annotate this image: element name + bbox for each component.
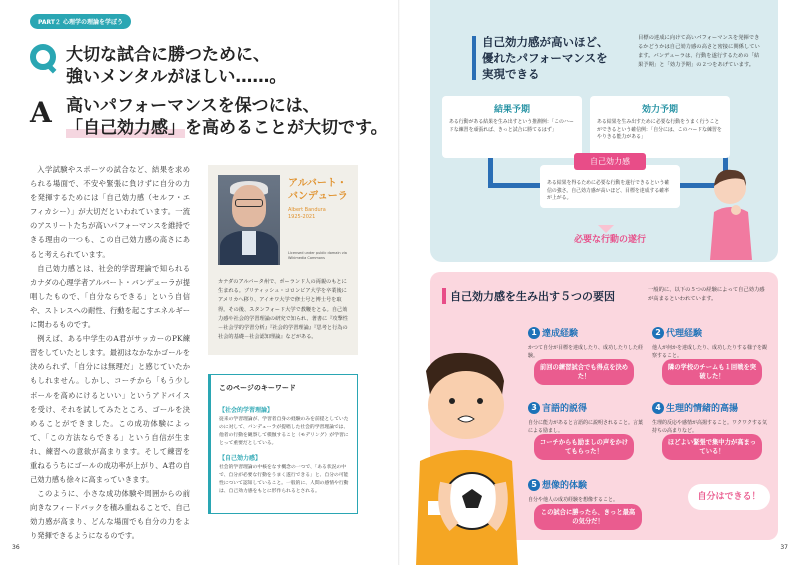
outcome-expectancy-body: ある行動がある結果を生み出すという推測例：「このハードな練習を頑張れば、きっと試合に勝てるはず」 <box>449 119 574 133</box>
paragraph: 入学試験やスポーツの試合など、結果を求められる場面で、不安や緊張に負けずに自分の力を発揮するためには「自己効力感（セルフ・エフィカシー）」が大切だといわれています。一流のアスリートたちが高いパフォーマンスを維持できる理由の一つも、この自己効力感の高さにあると考えられています。 <box>30 165 190 259</box>
soccer-boy-illustration <box>406 350 526 565</box>
page-number-left: 36 <box>12 544 20 551</box>
self-efficacy-body: ある結果を得るために必要な行動を遂行できるという確信の強さ。自己効力感が高いほど、目標を達成する確率が上がる。 <box>547 180 670 202</box>
outcome-expectancy-title: 結果予期 <box>493 105 530 115</box>
profile-box <box>208 165 358 355</box>
question-line-2: 強いメンタルがほしい……。 <box>66 67 287 87</box>
factor-1-speech-bubble: 前回の練習試合でも得点を決めた！ <box>534 359 634 385</box>
factor-3-speech-bubble: コーチからも励ましの声をかけてもらった！ <box>534 434 634 460</box>
part-tag: PART２ 心理学の理論を学ぼう <box>30 14 131 29</box>
keyword-desc: 従来の学習理論が、学習者自身の経験のみを前提としていたのに対して、バンデューラが提唱した社会的学習理論では、他者の行動を観察して模倣すること（モデリング）が学習にとって重要だとしている。 <box>219 417 349 446</box>
right-page <box>400 0 800 565</box>
diagram-description: 目標の達成に向けて高いパフォーマンスを発揮できるかどうかは自己効力感の高さと密接に関係しています。バンデューラは、行動を遂行するための「結果予期」と「効力予期」の２つをあげています。 <box>638 35 760 68</box>
factor-title: 達成経験 <box>542 329 579 339</box>
thinking-girl-illustration <box>706 160 756 260</box>
paragraph: このように、小さな成功体験や周囲からの前向きなフィードバックを積み重ねることで、自己効力感が高まり、どんな場面でも自分の力をより発揮できるようになるのです。 <box>30 489 190 541</box>
factor-title: 生理的情緒的高揚 <box>666 404 739 414</box>
factor-5-speech-bubble: この試合に勝ったら、きっと最高の気分だ！ <box>534 504 642 530</box>
keyword-desc: 社会的学習理論の中核をなす概念の一つで、「ある状況の中で、自分が必要な行動をうまく遂行できる」と、自分の可能性について認知していること。一般的に、人間の感情や行動は、自己効力感をもとに形作られるとされる。 <box>219 465 349 494</box>
factor-2 <box>652 322 770 360</box>
efficacy-expectancy-body: ある結果を生み出すために必要な行動をうまく行うことができるという確信例：「自分には、このハードな練習をやりきる能力がある」 <box>597 119 722 141</box>
factor-1 <box>528 322 646 360</box>
factor-number: 3 <box>528 402 540 414</box>
title-accent-bar <box>472 36 476 80</box>
body-text <box>30 163 190 544</box>
factor-2-speech-bubble: 隣の学校のチームも１回戦を突破した！ <box>662 359 762 385</box>
paragraph: 自己効力感とは、社会的学習理論で知られるカナダの心理学者アルバート・バンデューラが提唱したもので、「自分ならできる」という自信や、ストレスへの耐性、行動を起こすエネルギーに関わるものです。 <box>30 263 190 330</box>
factors-description: 一般的に、以下の５つの経験によって自己効力感が高まるといわれています。 <box>648 287 765 302</box>
profile-name-en <box>288 207 326 221</box>
factor-4-speech-bubble: ほどよい緊張で集中力が高まっている！ <box>662 434 762 460</box>
diagram-title-line-2: 優れたパフォーマンスを <box>482 51 608 65</box>
question-q-icon <box>30 44 56 70</box>
efficacy-expectancy-box <box>590 96 730 158</box>
profile-name-en-text: Albert Bandura <box>288 207 326 213</box>
answer-line-1: 高いパフォーマンスを保つには、 <box>66 96 320 116</box>
factor-number: 1 <box>528 327 540 339</box>
factor-desc: 自分や他人の成功経験を想像すること。 <box>528 497 619 503</box>
keywords-title: このページのキーワード <box>219 384 296 392</box>
factor-5 <box>528 474 646 504</box>
efficacy-expectancy-title: 効力予期 <box>641 105 678 115</box>
profile-name-ja-1: アルバート・ <box>288 178 347 189</box>
outcome-expectancy-box <box>442 96 582 158</box>
factors-title: 自己効力感を生み出す５つの要因 <box>450 290 615 303</box>
answer-line-2 <box>66 117 388 139</box>
profile-name-ja-2: バンデューラ <box>288 191 348 202</box>
factor-desc: 自分に能力があると言語的に説明されること。言葉による励まし。 <box>528 420 644 434</box>
factor-desc: 他人が何かを達成したり、成功したりする様子を観察すること。 <box>652 345 768 359</box>
answer-a-icon: A <box>30 96 52 129</box>
factor-desc: 生理的反応や感情が高揚すること。ワクワクする気持ちの高まりなど。 <box>652 420 768 434</box>
factor-number: 2 <box>652 327 664 339</box>
factor-3 <box>528 397 646 435</box>
profile-text: カナダのアルバータ州で、ポーランド人の両親のもとに生まれる。ブリティッシュ・コロンビア大学を卒業後にアメリカへ移り、アイオワ大学で修士号と博士号を取得。その後、スタンフォード大学で教鞭をとる。自己効力感や社会的学習理論の研究で知られ、著書に『攻撃性－社会学的学習分析』『社会的学習理論』『思考と行為の社会的基礎－社会認知理論』などがある。 <box>218 279 348 341</box>
profile-years: 1925-2021 <box>288 214 316 220</box>
self-efficacy-box <box>540 157 680 208</box>
confidence-speech-bubble: 自分はできる！ <box>688 484 770 510</box>
page-number-right: 37 <box>780 544 788 551</box>
photo-credit: Licensed under public domain via Wikimedia Commons <box>288 251 347 260</box>
question-line-1: 大切な試合に勝つために、 <box>66 45 270 65</box>
question-heading <box>66 44 286 88</box>
answer-line-2-rest: を高めることが大切です。 <box>185 118 388 138</box>
portrait-photo <box>218 175 280 265</box>
factor-number: 4 <box>652 402 664 414</box>
factor-title: 言語的説得 <box>542 404 588 414</box>
factor-title: 想像的体験 <box>542 481 588 491</box>
factor-4 <box>652 397 770 435</box>
factor-desc: かつて自分が目標を達成したり、成功したりした経験。 <box>528 345 644 359</box>
factor-number: 5 <box>528 479 540 491</box>
action-label: 必要な行動の遂行 <box>573 235 646 245</box>
diagram-title <box>482 34 609 82</box>
title-accent-bar <box>442 288 446 304</box>
diagram-title-line-1: 自己効力感が高いほど、 <box>482 35 609 49</box>
keyword-term: 【自己効力感】 <box>219 455 262 462</box>
paragraph: 例えば、ある中学生のA君がサッカーのPK練習をしていたとします。最初はなかなかゴールを決められず、「自分には無理だ」と感じていたかもしれません。しかし、コーチから「もう少しボールを高めにけるといい」というアドバイスを受け、それを試してみたところ、ゴールを決めることができました。この成功体験によって、「この方法ならできる」という自信が生まれ、練習への意欲が高まります。そして練習を重ねるうちにゴールの成功率が上がり、A君の自己効力感も徐々に高まっていきます。 <box>30 334 190 485</box>
answer-highlight: 「自己効力感」 <box>66 118 185 138</box>
self-efficacy-label: 自己効力感 <box>574 153 646 170</box>
diagram-title-line-3: 実現できる <box>482 67 540 81</box>
keywords-box <box>208 374 358 514</box>
factor-title: 代理経験 <box>666 329 703 339</box>
answer-heading <box>66 95 388 139</box>
profile-name-ja <box>288 177 348 203</box>
keyword-term: 【社会的学習理論】 <box>219 407 274 414</box>
